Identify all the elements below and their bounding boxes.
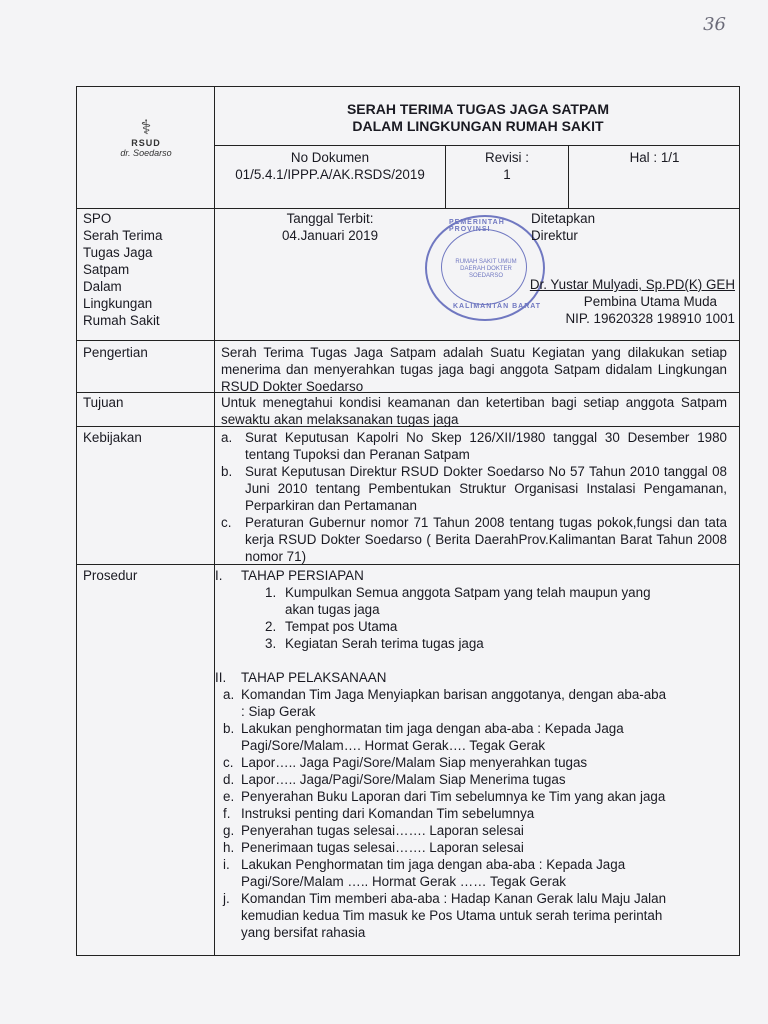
title-line-2: DALAM LINGKUNGAN RUMAH SAKIT: [352, 118, 604, 134]
hal-cell: Hal : 1/1: [629, 150, 680, 165]
rsud-logo: [77, 87, 215, 209]
revisi-cell: [446, 149, 568, 183]
section-heading: II. TAHAP PELAKSANAAN: [215, 670, 387, 685]
spo-line: Tugas Jaga: [83, 245, 153, 260]
list-item: 2. Tempat pos Utama: [265, 619, 398, 634]
persiapan-list: [215, 584, 655, 652]
direktur-label: Direktur: [531, 228, 578, 243]
spo-title-cell: [83, 210, 211, 329]
list-item: b. Surat Keputusan Direktur RSUD Dokter Soedarso No 57 Tahun 2010 tanggal 08 Juni 2010 tentang Pembentukan Struktur Organisasi Instalasi Pengamanan, Perparkiran dan Pertamanan: [221, 464, 727, 513]
stamp-top-text: PEMERINTAH PROVINSI: [449, 219, 505, 233]
pengertian-text: Serah Terima Tugas Jaga Satpam adalah Suatu Kegiatan yang dilakukan setiap menerima dan menyerahkan tugas jaga bagi anggota Satpam didalam Lingkungan RSUD Dokter Soedarso: [221, 345, 727, 394]
spo-line: Serah Terima: [83, 228, 163, 243]
spo-line: Satpam: [83, 262, 130, 277]
tanggal-value: 04.Januari 2019: [281, 228, 379, 243]
stamp-middle-text: RUMAH SAKIT UMUM DAERAH DOKTER SOEDARSO: [455, 259, 517, 279]
revisi-value: 1: [503, 167, 511, 182]
list-item: h. Penerimaan tugas selesai……. Laporan selesai: [223, 840, 524, 855]
spo-line: Rumah Sakit: [83, 313, 160, 328]
tanggal-label: Tanggal Terbit:: [286, 211, 374, 226]
no-dokumen-value: 01/5.4.1/IPPP.A/AK.RSDS/2019: [235, 167, 425, 182]
list-item: e. Penyerahan Buku Laporan dari Tim sebelumnya ke Tim yang akan jaga: [223, 789, 666, 804]
logo-name: RSUD: [131, 138, 161, 148]
revisi-label: Revisi :: [485, 150, 529, 165]
logo-subtitle: dr. Soedarso: [120, 148, 172, 158]
list-item: 3. Kegiatan Serah terima tugas jaga: [265, 636, 484, 651]
pelaksanaan-list: [215, 686, 673, 941]
pengertian-label: Pengertian: [83, 345, 148, 360]
list-item: i. Lakukan Penghormatan tim jaga dengan aba-aba : Kepada Jaga Pagi/Sore/Malam ….. Hormat Gerak …… Tegak Gerak: [223, 857, 626, 889]
ditetapkan-cell: [531, 210, 731, 244]
page-number: 36: [703, 14, 726, 35]
signer-rank: Pembina Utama Muda: [583, 294, 717, 309]
list-item: g. Penyerahan tugas selesai……. Laporan selesai: [223, 823, 524, 838]
prosedur-content: [215, 567, 731, 941]
spo-line: SPO: [83, 211, 112, 226]
stamp-bottom-text: KALIMANTAN BARAT: [453, 303, 542, 310]
tujuan-text: Untuk menegtahui kondisi keamanan dan ketertiban bagi setiap anggota Satpam sewaktu akan melaksanakan tugas jaga: [221, 395, 727, 427]
spo-line: Dalam: [83, 279, 122, 294]
list-item: a. Komandan Tim Jaga Menyiapkan barisan anggotanya, dengan aba-aba : Siap Gerak: [223, 687, 667, 719]
kebijakan-label: Kebijakan: [83, 430, 142, 445]
list-item: f. Instruksi penting dari Komandan Tim sebelumnya: [223, 806, 535, 821]
list-item: 1. Kumpulkan Semua anggota Satpam yang telah maupun yang akan tugas jaga: [265, 585, 651, 617]
row-divider: [214, 145, 740, 146]
list-item: b. Lakukan penghormatan tim jaga dengan aba-aba : Kepada Jaga Pagi/Sore/Malam…. Hormat Gerak…. Tegak Gerak: [223, 721, 624, 753]
ditetapkan-label: Ditetapkan: [531, 211, 596, 226]
signer-nip: NIP. 19620328 198910 1001: [565, 311, 735, 326]
list-item: d. Lapor….. Jaga/Pagi/Sore/Malam Siap Menerima tugas: [223, 772, 566, 787]
spo-line: Lingkungan: [83, 296, 153, 311]
list-item: c. Peraturan Gubernur nomor 71 Tahun 2008 tentang tugas pokok,fungsi dan tata kerja RSUD Dokter Soedarso ( Berita DaerahProv.Kalimantan Barat Tahun 2008 nomor 71): [221, 515, 727, 564]
no-dokumen-cell: [215, 149, 445, 183]
section-heading: I. TAHAP PERSIAPAN: [215, 568, 364, 583]
signer-name: Dr. Yustar Mulyadi, Sp.PD(K) GEH: [529, 277, 735, 292]
row-divider: [77, 340, 740, 341]
kebijakan-list: [221, 429, 727, 565]
document-title: [215, 101, 741, 135]
signer-block: [453, 276, 735, 327]
title-line-1: SERAH TERIMA TUGAS JAGA SATPAM: [346, 101, 610, 117]
list-item: j. Komandan Tim memberi aba-aba : Hadap Kanan Gerak lalu Maju Jalan kemudian kedua Tim masuk ke Pos Utama untuk serah terima perintah yang bersifat rahasia: [223, 891, 667, 940]
list-item: c. Lapor….. Jaga Pagi/Sore/Malam Siap menyerahkan tugas: [223, 755, 588, 770]
tujuan-label: Tujuan: [83, 395, 124, 410]
prosedur-label: Prosedur: [83, 568, 138, 583]
list-item: a. Surat Keputusan Kapolri No Skep 126/XII/1980 tanggal 30 Desember 1980 tentang Tupoksi dan Peranan Satpam: [221, 430, 727, 462]
spo-document-table: [76, 86, 740, 956]
no-dokumen-label: No Dokumen: [290, 150, 370, 165]
tanggal-terbit-cell: [215, 210, 445, 244]
caduceus-icon: ⚕: [140, 115, 152, 139]
